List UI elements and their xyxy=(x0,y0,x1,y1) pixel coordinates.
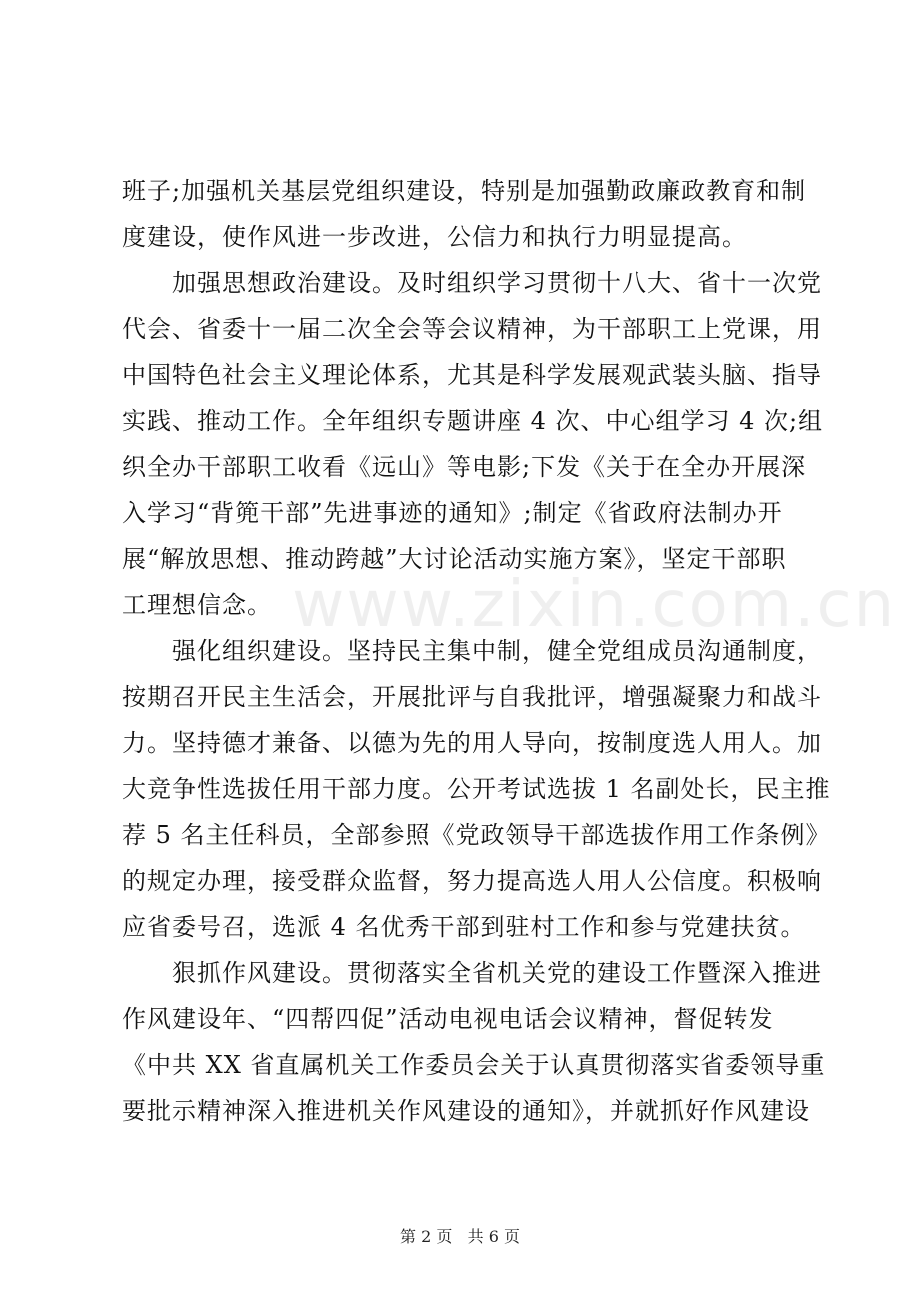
page-footer xyxy=(0,1224,920,1247)
text-line: 强化组织建设。坚持民主集中制，健全党组成员沟通制度， xyxy=(172,637,822,665)
text-line: 代会、省委十一届二次全会等会议精神，为干部职工上党课，用 xyxy=(122,315,822,343)
text-line: 荐 5 名主任科员，全部参照《党政领导干部选拔作用工作条例》 xyxy=(122,821,831,849)
text-line: 要批示精神深入推进机关作风建设的通知》，并就抓好作风建设 xyxy=(122,1097,810,1125)
text-line: 加强思想政治建设。及时组织学习贯彻十八大、省十一次党 xyxy=(172,269,822,297)
text-line: 工理想信念。 xyxy=(122,591,272,619)
text-line: 力。坚持德才兼备、以德为先的用人导向，按制度选人用人。加 xyxy=(122,729,822,757)
watermark: www.zixin.com.cn xyxy=(292,568,897,642)
page-number: 第 2 页 xyxy=(400,1227,453,1246)
text-line: 的规定办理，接受群众监督，努力提高选人用人公信度。积极响 xyxy=(122,867,822,895)
text-line: 入学习“背篼干部”先进事迹的通知》;制定《省政府法制办开 xyxy=(122,499,783,527)
text-line: 展“解放思想、推动跨越”大讨论活动实施方案》，坚定干部职 xyxy=(122,545,787,573)
document-body xyxy=(122,168,831,1134)
text-line: 实践、推动工作。全年组织专题讲座 4 次、中心组学习 4 次;组 xyxy=(122,407,824,435)
text-line: 作风建设年、“四帮四促”活动电视电话会议精神，督促转发 xyxy=(122,1005,774,1033)
page-total: 共 6 页 xyxy=(467,1227,520,1246)
paragraph xyxy=(122,260,824,628)
text-line: 狠抓作风建设。贯彻落实全省机关党的建设工作暨深入推进 xyxy=(172,959,822,987)
text-line: 班子;加强机关基层党组织建设，特别是加强勤政廉政教育和制 xyxy=(122,177,807,205)
page-separator xyxy=(457,1227,462,1246)
text-line: 度建设，使作风进一步改进，公信力和执行力明显提高。 xyxy=(122,223,747,251)
paragraph xyxy=(122,950,826,1134)
text-line: 织全办干部职工收看《远山》等电影;下发《关于在全办开展深 xyxy=(122,453,807,481)
text-line: 中国特色社会主义理论体系，尤其是科学发展观武装头脑、指导 xyxy=(122,361,822,389)
text-line: 按期召开民主生活会，开展批评与自我批评，增强凝聚力和战斗 xyxy=(122,683,822,711)
text-line: 应省委号召，选派 4 名优秀干部到驻村工作和参与党建扶贫。 xyxy=(122,913,806,941)
paragraph xyxy=(122,168,812,260)
text-line: 大竞争性选拔任用干部力度。公开考试选拔 1 名副处长，民主推 xyxy=(122,775,831,803)
text-line: 《中共 XX 省直属机关工作委员会关于认真贯彻落实省委领导重 xyxy=(122,1051,826,1079)
paragraph xyxy=(122,628,831,950)
